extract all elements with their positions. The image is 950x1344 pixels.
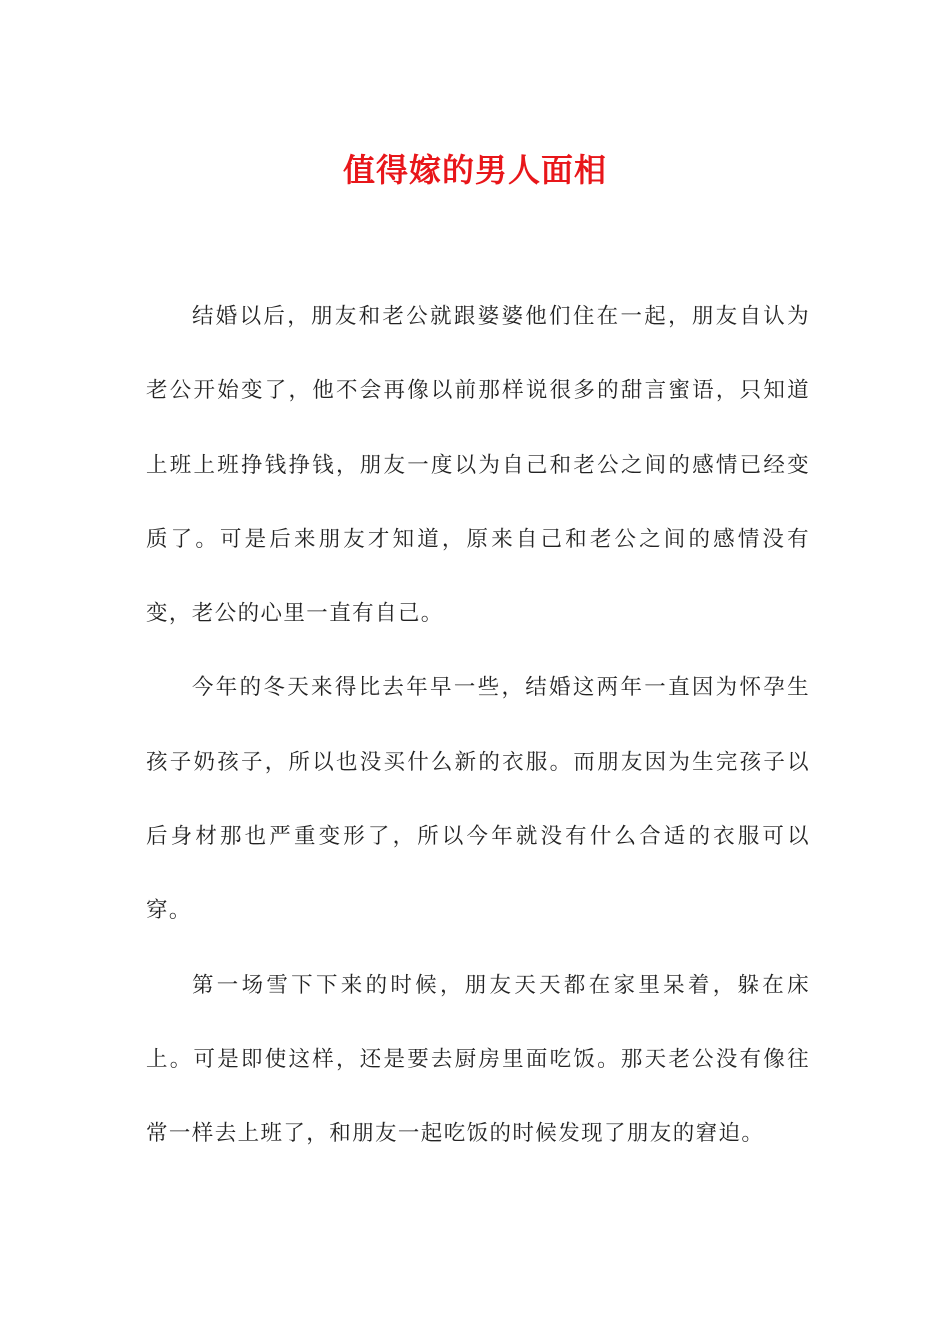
document-body xyxy=(146,280,810,1172)
document-title: 值得嫁的男人面相 xyxy=(342,151,607,189)
paragraph-1: 结婚以后，朋友和老公就跟婆婆他们住在一起，朋友自认为老公开始变了，他不会再像以前那样说很多的甜言蜜语，只知道上班上班挣钱挣钱，朋友一度以为自己和老公之间的感情已经变质了。可是后来朋友才知道，原来自己和老公之间的感情没有变，老公的心里一直有自己。 xyxy=(146,304,810,627)
paragraph-3: 第一场雪下下来的时候，朋友天天都在家里呆着，躲在床上。可是即使这样，还是要去厨房里面吃饭。那天老公没有像往常一样去上班了，和朋友一起吃饭的时候发现了朋友的窘迫。 xyxy=(146,972,810,1147)
paragraph-2: 今年的冬天来得比去年早一些，结婚这两年一直因为怀孕生孩子奶孩子，所以也没买什么新的衣服。而朋友因为生完孩子以后身材那也严重变形了，所以今年就没有什么合适的衣服可以穿。 xyxy=(146,675,810,924)
